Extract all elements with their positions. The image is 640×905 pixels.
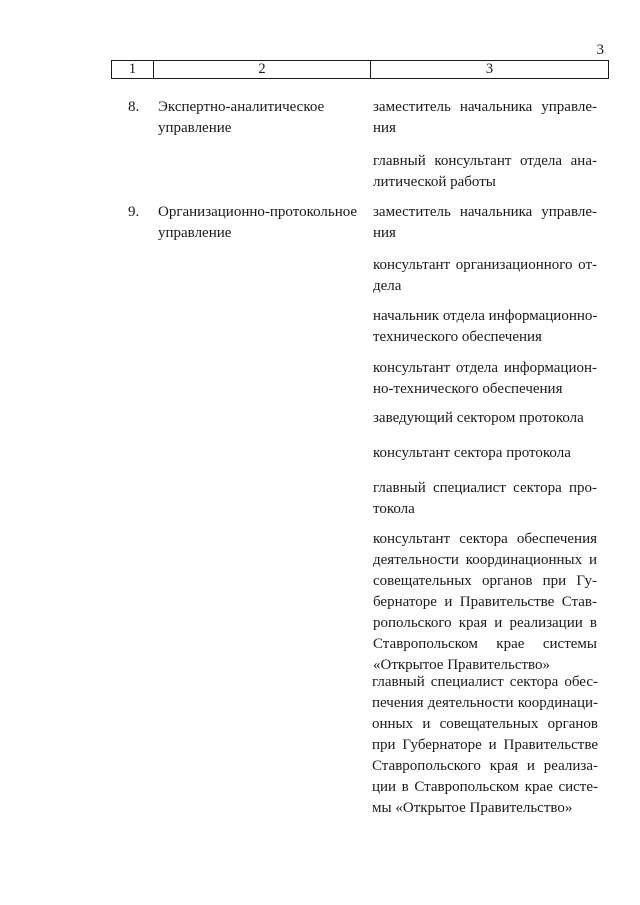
position-line: консультант сектора протокола	[373, 445, 571, 461]
header-cell-1: 1	[128, 61, 137, 77]
position-line: консультант сектора обеспечения	[373, 531, 597, 547]
position-line: ропольского края и реализации в	[373, 615, 597, 631]
position-line: при Губернаторе и Правительстве	[372, 737, 598, 753]
position-line: главный специалист сектора про-	[373, 480, 597, 496]
position-entry	[373, 97, 597, 139]
position-line: печения деятельности координаци-	[372, 695, 598, 711]
position-line: главный консультант отдела ана-	[373, 153, 597, 169]
position-line: заведующий сектором протокола	[373, 410, 584, 426]
position-line: главный специалист сектора обес-	[372, 674, 598, 690]
row-number: 9.	[128, 204, 140, 220]
department-line: управление	[158, 225, 232, 241]
position-line: онных и совещательных органов	[372, 716, 598, 732]
position-entry	[373, 529, 597, 676]
position-line: литической работы	[373, 174, 496, 190]
position-entry	[373, 202, 597, 244]
position-line: но-технического обеспечения	[373, 381, 563, 397]
position-line: Ставропольского края и реализа-	[372, 758, 598, 774]
position-line: совещательных органов при Гу-	[373, 573, 597, 589]
position-line: технического обеспечения	[373, 329, 542, 345]
header-cell-3: 3	[370, 61, 608, 78]
position-entry	[373, 358, 597, 400]
position-line: «Открытое Правительство»	[373, 657, 551, 673]
position-line: заместитель начальника управле-	[373, 99, 597, 115]
department-name	[158, 202, 357, 244]
position-entry	[373, 151, 597, 193]
position-line: токола	[373, 501, 415, 517]
department-line: Экспертно-аналитическое	[158, 99, 325, 115]
position-line: мы «Открытое Правительство»	[372, 800, 573, 816]
department-name	[158, 97, 324, 139]
row-number: 8.	[128, 99, 140, 115]
position-entry	[373, 306, 597, 348]
position-line: заместитель начальника управле-	[373, 204, 597, 220]
position-line: бернаторе и Правительстве Став-	[373, 594, 597, 610]
position-line: ции в Ставропольском крае систе-	[372, 779, 598, 795]
position-entry	[372, 672, 598, 819]
position-entry	[373, 255, 597, 297]
position-entry	[373, 443, 597, 464]
position-line: консультант организационного от-	[373, 257, 597, 273]
department-line: Организационно-протокольное	[158, 204, 358, 220]
position-line: дела	[373, 278, 402, 294]
department-line: управление	[158, 120, 232, 136]
position-line: ния	[373, 225, 396, 241]
position-line: консультант отдела информацион-	[373, 360, 597, 376]
table-header	[111, 60, 609, 79]
page-number: 3	[596, 42, 604, 58]
header-cell-2: 2	[153, 61, 370, 78]
position-line: начальник отдела информационно-	[373, 308, 598, 324]
position-line: деятельности координационных и	[373, 552, 597, 568]
position-line: ния	[373, 120, 396, 136]
position-entry	[373, 408, 597, 429]
position-line: Ставропольском крае системы	[373, 636, 597, 652]
position-entry	[373, 478, 597, 520]
